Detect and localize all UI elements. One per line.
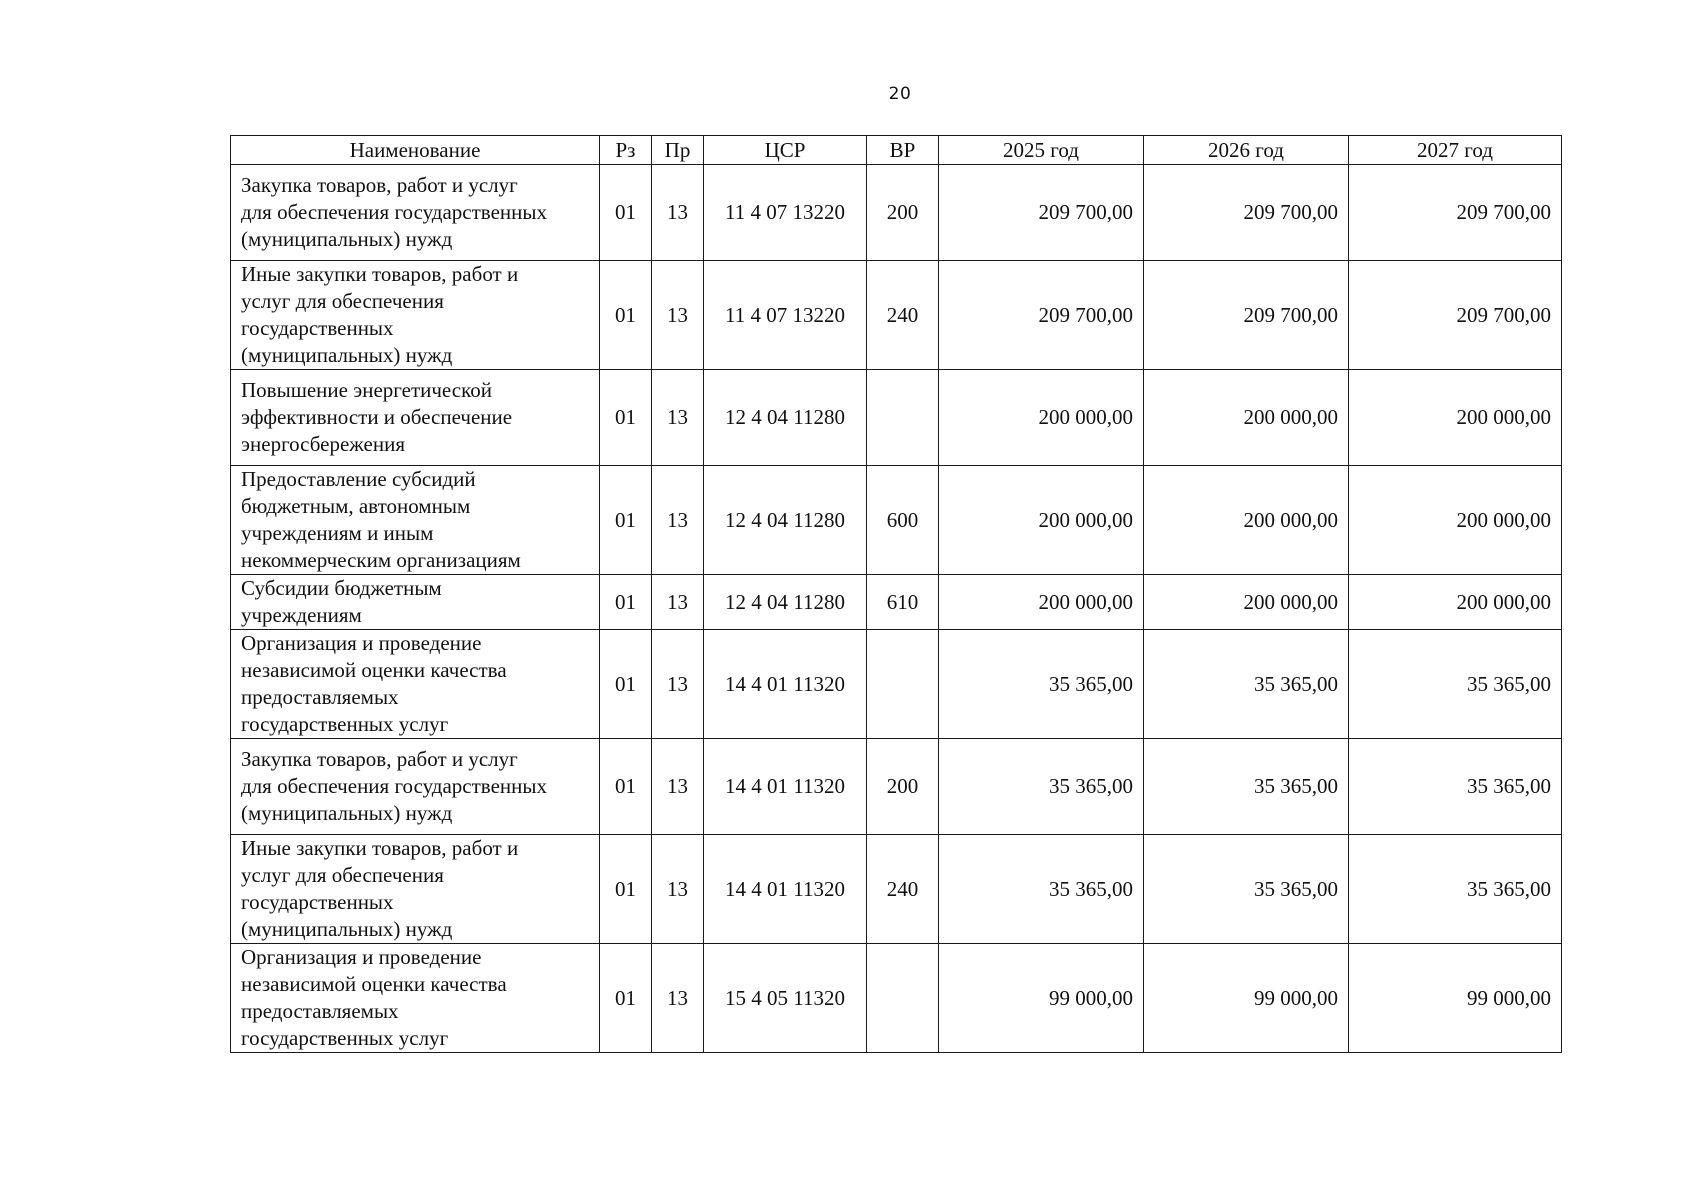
header-csr: ЦСР xyxy=(704,136,867,165)
cell-rz: 01 xyxy=(600,466,652,575)
cell-rz: 01 xyxy=(600,739,652,835)
cell-vr: 200 xyxy=(867,739,939,835)
cell-2026: 209 700,00 xyxy=(1144,165,1349,261)
table-row xyxy=(231,370,1562,466)
table-row xyxy=(231,944,1562,1053)
header-2027: 2027 год xyxy=(1349,136,1562,165)
cell-name: Повышение энергетической эффективности и обеспечение энергосбережения xyxy=(231,370,600,466)
cell-csr: 12 4 04 11280 xyxy=(704,575,867,630)
cell-2025: 209 700,00 xyxy=(939,261,1144,370)
cell-csr: 14 4 01 11320 xyxy=(704,630,867,739)
table-row xyxy=(231,835,1562,944)
cell-vr: 240 xyxy=(867,835,939,944)
budget-table xyxy=(230,135,1562,1053)
cell-name: Закупка товаров, работ и услуг для обеспечения государственных (муниципальных) нужд xyxy=(231,165,600,261)
table-row xyxy=(231,165,1562,261)
cell-name: Предоставление субсидий бюджетным, автономным учреждениям и иным некоммерческим организациям xyxy=(231,466,600,575)
cell-2027: 200 000,00 xyxy=(1349,370,1562,466)
cell-vr: 610 xyxy=(867,575,939,630)
cell-2026: 35 365,00 xyxy=(1144,630,1349,739)
cell-2025: 200 000,00 xyxy=(939,575,1144,630)
cell-pr: 13 xyxy=(652,835,704,944)
cell-2025: 35 365,00 xyxy=(939,630,1144,739)
cell-2026: 200 000,00 xyxy=(1144,466,1349,575)
cell-pr: 13 xyxy=(652,944,704,1053)
cell-csr: 12 4 04 11280 xyxy=(704,466,867,575)
cell-pr: 13 xyxy=(652,739,704,835)
cell-rz: 01 xyxy=(600,370,652,466)
cell-2027: 209 700,00 xyxy=(1349,261,1562,370)
cell-2025: 99 000,00 xyxy=(939,944,1144,1053)
table-row xyxy=(231,739,1562,835)
cell-rz: 01 xyxy=(600,944,652,1053)
header-2026: 2026 год xyxy=(1144,136,1349,165)
cell-2026: 99 000,00 xyxy=(1144,944,1349,1053)
cell-vr xyxy=(867,370,939,466)
cell-2026: 200 000,00 xyxy=(1144,370,1349,466)
cell-pr: 13 xyxy=(652,466,704,575)
cell-2025: 200 000,00 xyxy=(939,466,1144,575)
cell-rz: 01 xyxy=(600,575,652,630)
cell-rz: 01 xyxy=(600,630,652,739)
cell-csr: 11 4 07 13220 xyxy=(704,165,867,261)
header-pr: Пр xyxy=(652,136,704,165)
cell-2027: 35 365,00 xyxy=(1349,835,1562,944)
cell-pr: 13 xyxy=(652,630,704,739)
header-name: Наименование xyxy=(231,136,600,165)
table-row xyxy=(231,466,1562,575)
cell-name: Закупка товаров, работ и услуг для обеспечения государственных (муниципальных) нужд xyxy=(231,739,600,835)
cell-2027: 200 000,00 xyxy=(1349,466,1562,575)
cell-vr: 240 xyxy=(867,261,939,370)
table-header-row xyxy=(231,136,1562,165)
cell-csr: 14 4 01 11320 xyxy=(704,835,867,944)
cell-2026: 35 365,00 xyxy=(1144,739,1349,835)
cell-pr: 13 xyxy=(652,165,704,261)
cell-rz: 01 xyxy=(600,261,652,370)
cell-2027: 35 365,00 xyxy=(1349,630,1562,739)
cell-rz: 01 xyxy=(600,835,652,944)
cell-name: Иные закупки товаров, работ и услуг для обеспечения государственных (муниципальных) нужд xyxy=(231,835,600,944)
header-vr: ВР xyxy=(867,136,939,165)
cell-2027: 200 000,00 xyxy=(1349,575,1562,630)
cell-csr: 15 4 05 11320 xyxy=(704,944,867,1053)
cell-name: Организация и проведение независимой оценки качества предоставляемых государственных услуг xyxy=(231,630,600,739)
cell-csr: 12 4 04 11280 xyxy=(704,370,867,466)
table-row xyxy=(231,575,1562,630)
cell-vr: 200 xyxy=(867,165,939,261)
table-row xyxy=(231,261,1562,370)
cell-pr: 13 xyxy=(652,575,704,630)
cell-csr: 11 4 07 13220 xyxy=(704,261,867,370)
cell-2025: 209 700,00 xyxy=(939,165,1144,261)
cell-2026: 200 000,00 xyxy=(1144,575,1349,630)
cell-rz: 01 xyxy=(600,165,652,261)
cell-2027: 209 700,00 xyxy=(1349,165,1562,261)
header-rz: Рз xyxy=(600,136,652,165)
cell-pr: 13 xyxy=(652,370,704,466)
cell-2025: 200 000,00 xyxy=(939,370,1144,466)
cell-2026: 209 700,00 xyxy=(1144,261,1349,370)
cell-vr xyxy=(867,630,939,739)
cell-2027: 99 000,00 xyxy=(1349,944,1562,1053)
page-number: 20 xyxy=(888,84,912,104)
table-row xyxy=(231,630,1562,739)
cell-name: Иные закупки товаров, работ и услуг для обеспечения государственных (муниципальных) нужд xyxy=(231,261,600,370)
cell-name: Субсидии бюджетным учреждениям xyxy=(231,575,600,630)
cell-2026: 35 365,00 xyxy=(1144,835,1349,944)
cell-csr: 14 4 01 11320 xyxy=(704,739,867,835)
cell-vr xyxy=(867,944,939,1053)
cell-vr: 600 xyxy=(867,466,939,575)
cell-2027: 35 365,00 xyxy=(1349,739,1562,835)
header-2025: 2025 год xyxy=(939,136,1144,165)
cell-name: Организация и проведение независимой оценки качества предоставляемых государственных услуг xyxy=(231,944,600,1053)
cell-2025: 35 365,00 xyxy=(939,739,1144,835)
cell-2025: 35 365,00 xyxy=(939,835,1144,944)
cell-pr: 13 xyxy=(652,261,704,370)
